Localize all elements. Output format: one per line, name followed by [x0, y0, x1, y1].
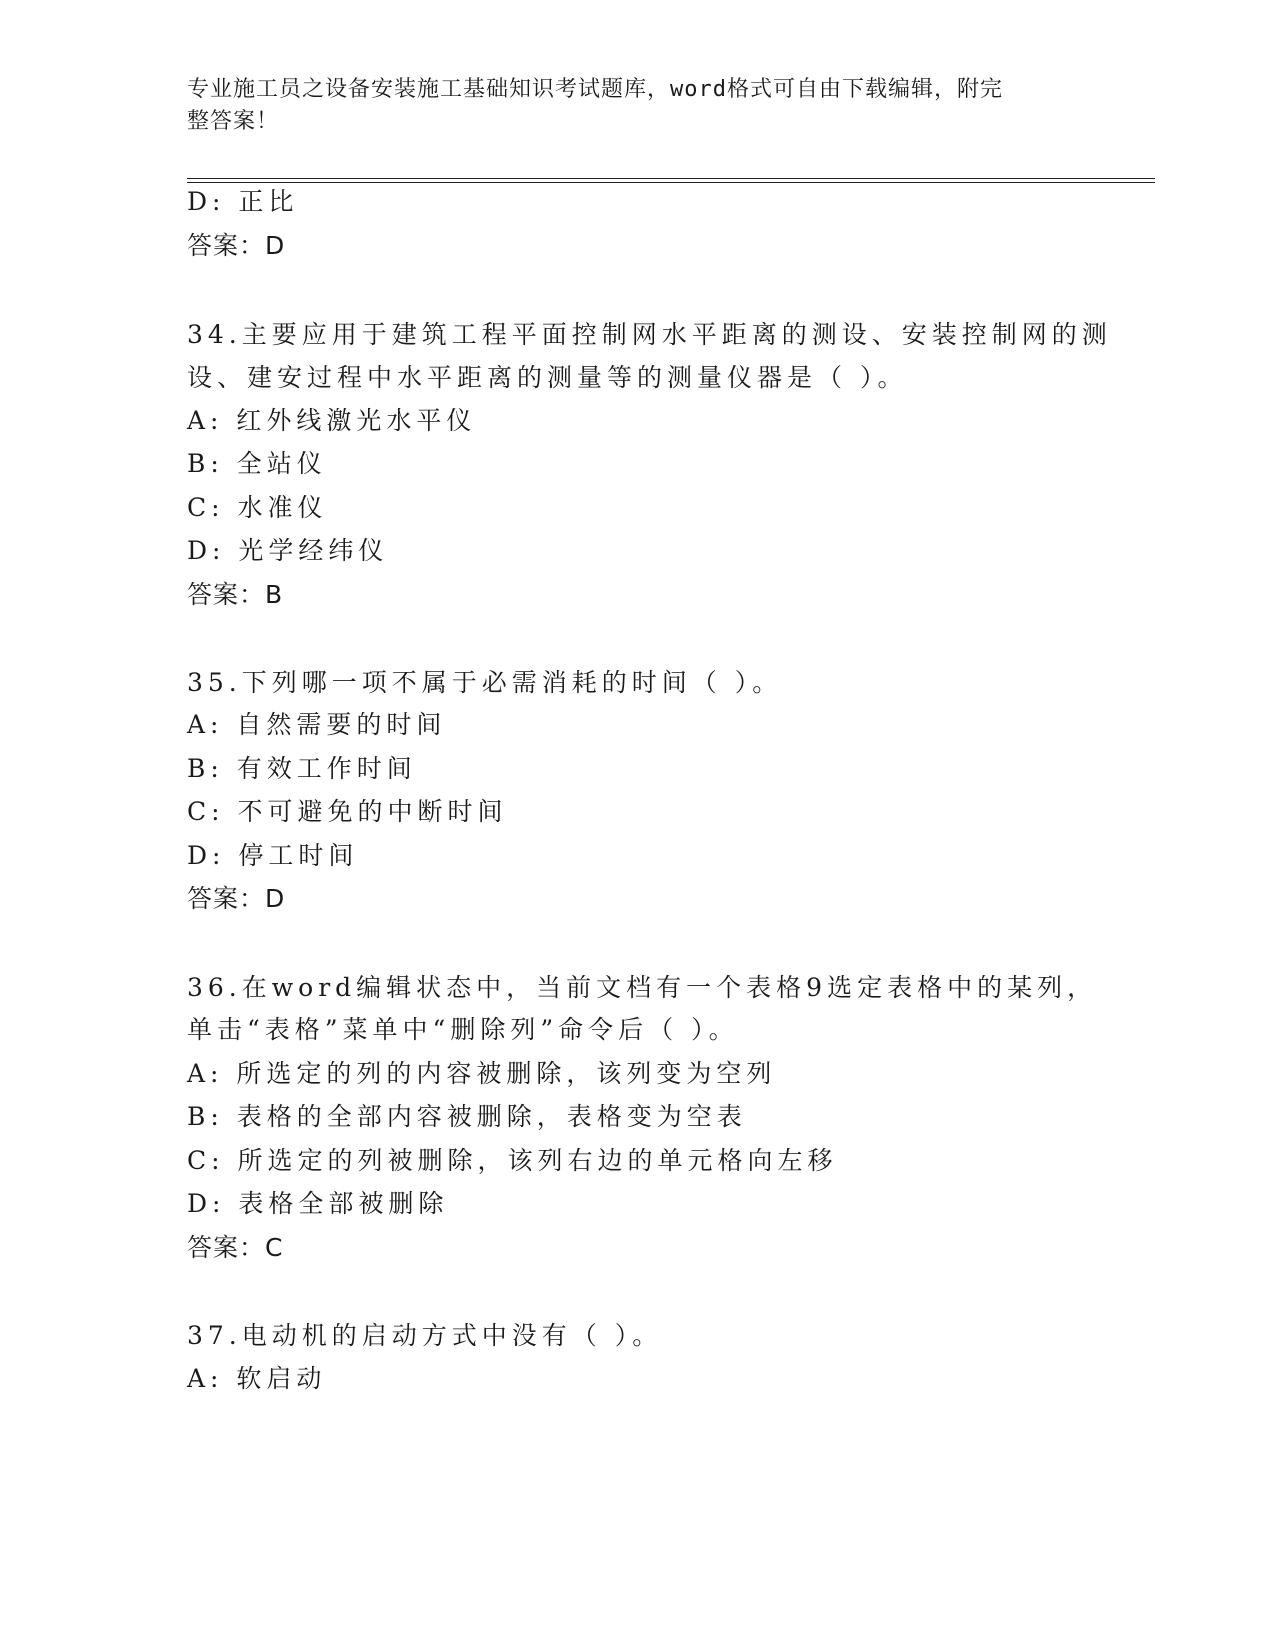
- header-line-2: 整答案！: [187, 109, 280, 134]
- header-divider-top: [187, 178, 1155, 179]
- q33-answer: 答案：D: [187, 231, 286, 260]
- q35-stem-line-1: 35.下列哪一项不属于必需消耗的时间（ ）。: [187, 668, 783, 697]
- q35-option-a: A: 自然需要的时间: [187, 710, 447, 739]
- q36-option-d: D: 表格全部被删除: [187, 1189, 449, 1218]
- q34-option-b: B: 全站仪: [187, 449, 327, 478]
- header-line-1: 专业施工员之设备安装施工基础知识考试题库，word格式可自由下载编辑，附完: [187, 77, 1003, 102]
- q35-answer: 答案：D: [187, 884, 286, 913]
- q37-stem-line-1: 37.电动机的启动方式中没有（ ）。: [187, 1321, 663, 1350]
- q36-stem-line-1: 36.在word编辑状态中，当前文档有一个表格9选定表格中的某列，: [187, 973, 1098, 1002]
- q36-option-c: C: 所选定的列被删除，该列右边的单元格向左移: [187, 1146, 838, 1175]
- q34-option-a: A: 红外线激光水平仪: [187, 406, 477, 435]
- q34-option-d: D: 光学经纬仪: [187, 536, 389, 565]
- q34-answer: 答案：B: [187, 580, 284, 609]
- q35-option-b: B: 有效工作时间: [187, 754, 417, 783]
- q34-stem-line-2: 设、建安过程中水平距离的测量等的测量仪器是（ ）。: [187, 363, 908, 392]
- q36-option-b: B: 表格的全部内容被删除，表格变为空表: [187, 1102, 747, 1131]
- q36-stem-line-2: 单击“表格”菜单中“删除列”命令后（ ）。: [187, 1015, 739, 1044]
- q35-option-d: D: 停工时间: [187, 841, 359, 870]
- header-divider-bottom: [187, 182, 1155, 183]
- q37-option-a: A: 软启动: [187, 1364, 327, 1393]
- q34-stem-line-1: 34.主要应用于建筑工程平面控制网水平距离的测设、安装控制网的测: [187, 320, 1112, 349]
- q36-option-a: A: 所选定的列的内容被删除，该列变为空列: [187, 1059, 777, 1088]
- q33-option-d: D: 正比: [187, 187, 299, 216]
- document-header: [187, 74, 1067, 138]
- q35-option-c: C: 不可避免的中断时间: [187, 797, 508, 826]
- q36-answer: 答案：C: [187, 1233, 284, 1262]
- q34-option-c: C: 水准仪: [187, 493, 328, 522]
